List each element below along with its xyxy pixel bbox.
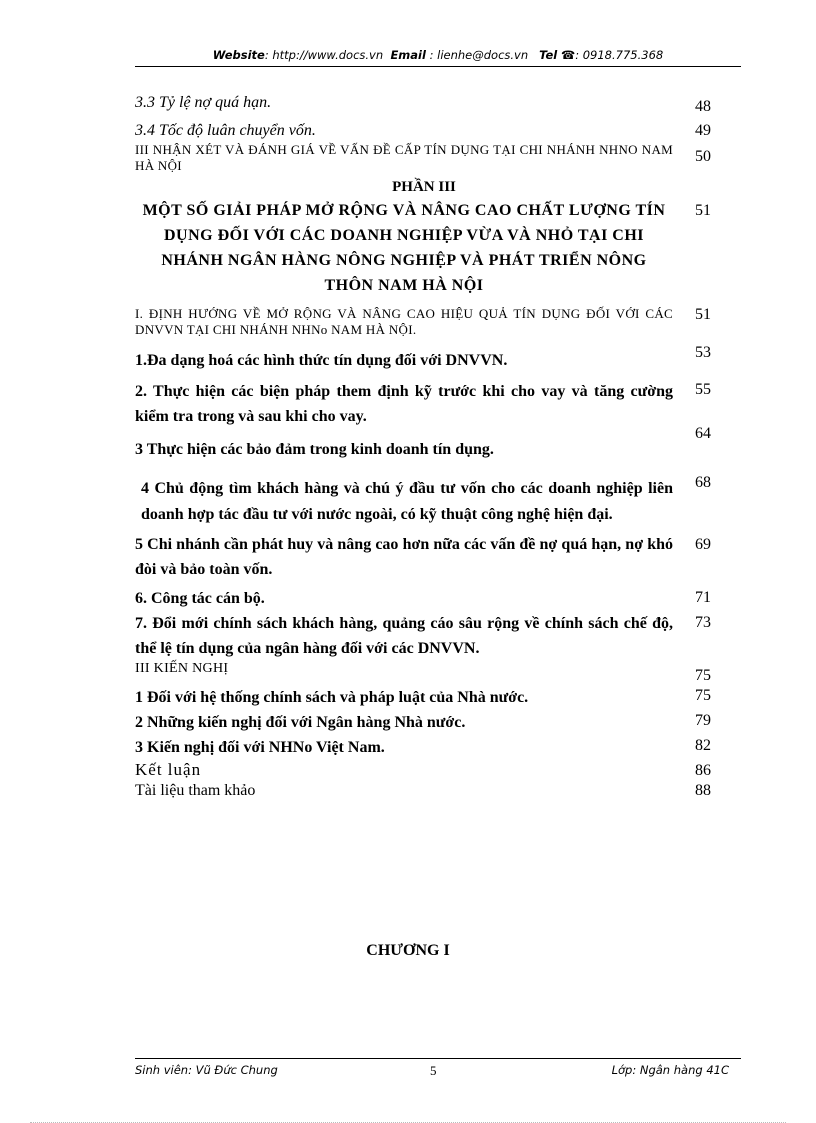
toc-entry [135,735,713,760]
footer-page-number: 5 [430,1063,437,1078]
toc-entry-text: 6. Công tác cán bộ. [135,590,265,607]
toc-entry [135,92,713,114]
toc-entry-page: 73 [695,614,711,631]
toc-entry-text: Tài liệu tham khảo [135,782,256,799]
toc-entry [135,425,713,462]
toc-entry [135,661,713,684]
toc-entry [135,306,713,338]
toc-entry-page: 75 [695,667,711,684]
toc-entry [135,611,713,661]
toc-entry [135,780,713,802]
toc-entry-text: 4 Chủ động tìm khách hàng và chú ý đầu tư vốn cho các doanh nghiệp liên doanh hợp tác đầu tư với nước ngoài, có kỹ thuật công nghệ hiện đại. [141,480,673,523]
toc-entry-text: 7. Đổi mới chính sách khách hàng, quảng cáo sâu rộng về chính sách chế độ, thể lệ tín dụng của ngân hàng đối với các DNVVN. [135,615,673,657]
toc-entry-page: 51 [695,306,711,323]
toc-entry-text: 5 Chi nhánh cần phát huy và nâng cao hơn nữa các vấn đề nợ quá hạn, nợ khó đòi và bảo toàn vốn. [135,536,673,578]
toc-entry-text: 3.3 Tỷ lệ nợ quá hạn. [135,94,272,111]
website-url[interactable]: : http://www.docs.vn [264,48,384,62]
part-title: MỘT SỐ GIẢI PHÁP MỞ RỘNG VÀ NÂNG CAO CHẤT LƯỢNG TÍN DỤNG ĐỐI VỚI CÁC DOANH NGHIỆP VỪA VÀ NHỎ TẠI CHI NHÁNH NGÂN HÀNG NÔNG NGHIỆP VÀ PHÁT TRIỂN NÔNG THÔN NAM HÀ NỘI [142,202,666,294]
toc-entry-page: 48 [695,98,711,115]
toc-entry [135,120,713,142]
footer-student: Sinh viên: Vũ Đức Chung [135,1063,278,1077]
table-of-contents [135,92,713,808]
toc-entry-page: 86 [695,762,711,779]
toc-entry-page: 69 [695,536,711,553]
toc-entry-text: I. ĐỊNH HƯỚNG VỀ MỞ RỘNG VÀ NÂNG CAO HIỆU QUẢ TÍN DỤNG ĐỐI VỚI CÁC DNVVN TẠI CHI NHÁNH NHNo NAM HÀ NỘI. [135,306,673,337]
phone-icon: ☎ [560,48,576,62]
email-value[interactable]: : lienhe@docs.vn [425,48,529,62]
toc-entry-page: 82 [695,737,711,754]
toc-entry-text: 3.4 Tốc độ luân chuyển vốn. [135,122,316,139]
toc-entry [135,379,713,429]
tel-value: : 0918.775.368 [575,48,664,62]
toc-entry-text: 1.Đa dạng hoá các hình thức tín dụng đối với DNVVN. [135,352,508,369]
toc-entry [135,532,713,582]
toc-entry [135,710,713,735]
toc-entry [135,586,713,611]
chapter-heading: CHƯƠNG I [366,942,450,959]
toc-entry [135,476,713,528]
toc-entry [135,142,713,174]
toc-entry-text: 2. Thực hiện các biện pháp them định kỹ trước khi cho vay và tăng cường kiểm tra trong và sau khi cho vay. [135,383,673,425]
page-header [135,44,741,67]
toc-entry-page: 68 [695,474,711,491]
toc-entry-page: 79 [695,712,711,729]
toc-entry-page: 75 [695,687,711,704]
tel-label: Tel [539,48,558,62]
page-footer [135,1058,741,1081]
part-title-entry [135,198,713,298]
email-label: Email [390,48,426,62]
toc-entry-text: Kết luận [135,760,202,779]
toc-entry-page: 55 [695,381,711,398]
toc-entry-page: 88 [695,782,711,799]
toc-entry-page: 53 [695,344,711,361]
toc-entry [135,344,713,373]
toc-entry-page: 64 [695,425,711,442]
toc-entry-text: III NHẬN XÉT VÀ ĐÁNH GIÁ VỀ VẤN ĐỀ CẤP TÍN DỤNG TẠI CHI NHÁNH NHNO NAM HÀ NỘI [135,142,673,173]
website-label: Website [212,48,265,62]
toc-entry [135,685,713,710]
toc-entry-text: 3 Kiến nghị đối với NHNo Việt Nam. [135,739,385,756]
toc-entry-page: 50 [695,148,711,165]
toc-entry-page: 49 [695,122,711,139]
part-title-page: 51 [695,202,711,219]
footer-class: Lớp: Ngân hàng 41C [611,1063,729,1077]
toc-entry-page: 71 [695,589,711,606]
toc-entry-text: III KIẾN NGHỊ [135,661,229,676]
toc-entry-text: 1 Đối với hệ thống chính sách và pháp luật của Nhà nước. [135,689,529,706]
part-heading: PHẦN III [392,179,456,195]
toc-entry [135,760,713,780]
toc-entry-text: 3 Thực hiện các bảo đảm trong kinh doanh tín dụng. [135,441,494,458]
toc-entry-text: 2 Những kiến nghị đối với Ngân hàng Nhà nước. [135,714,466,731]
